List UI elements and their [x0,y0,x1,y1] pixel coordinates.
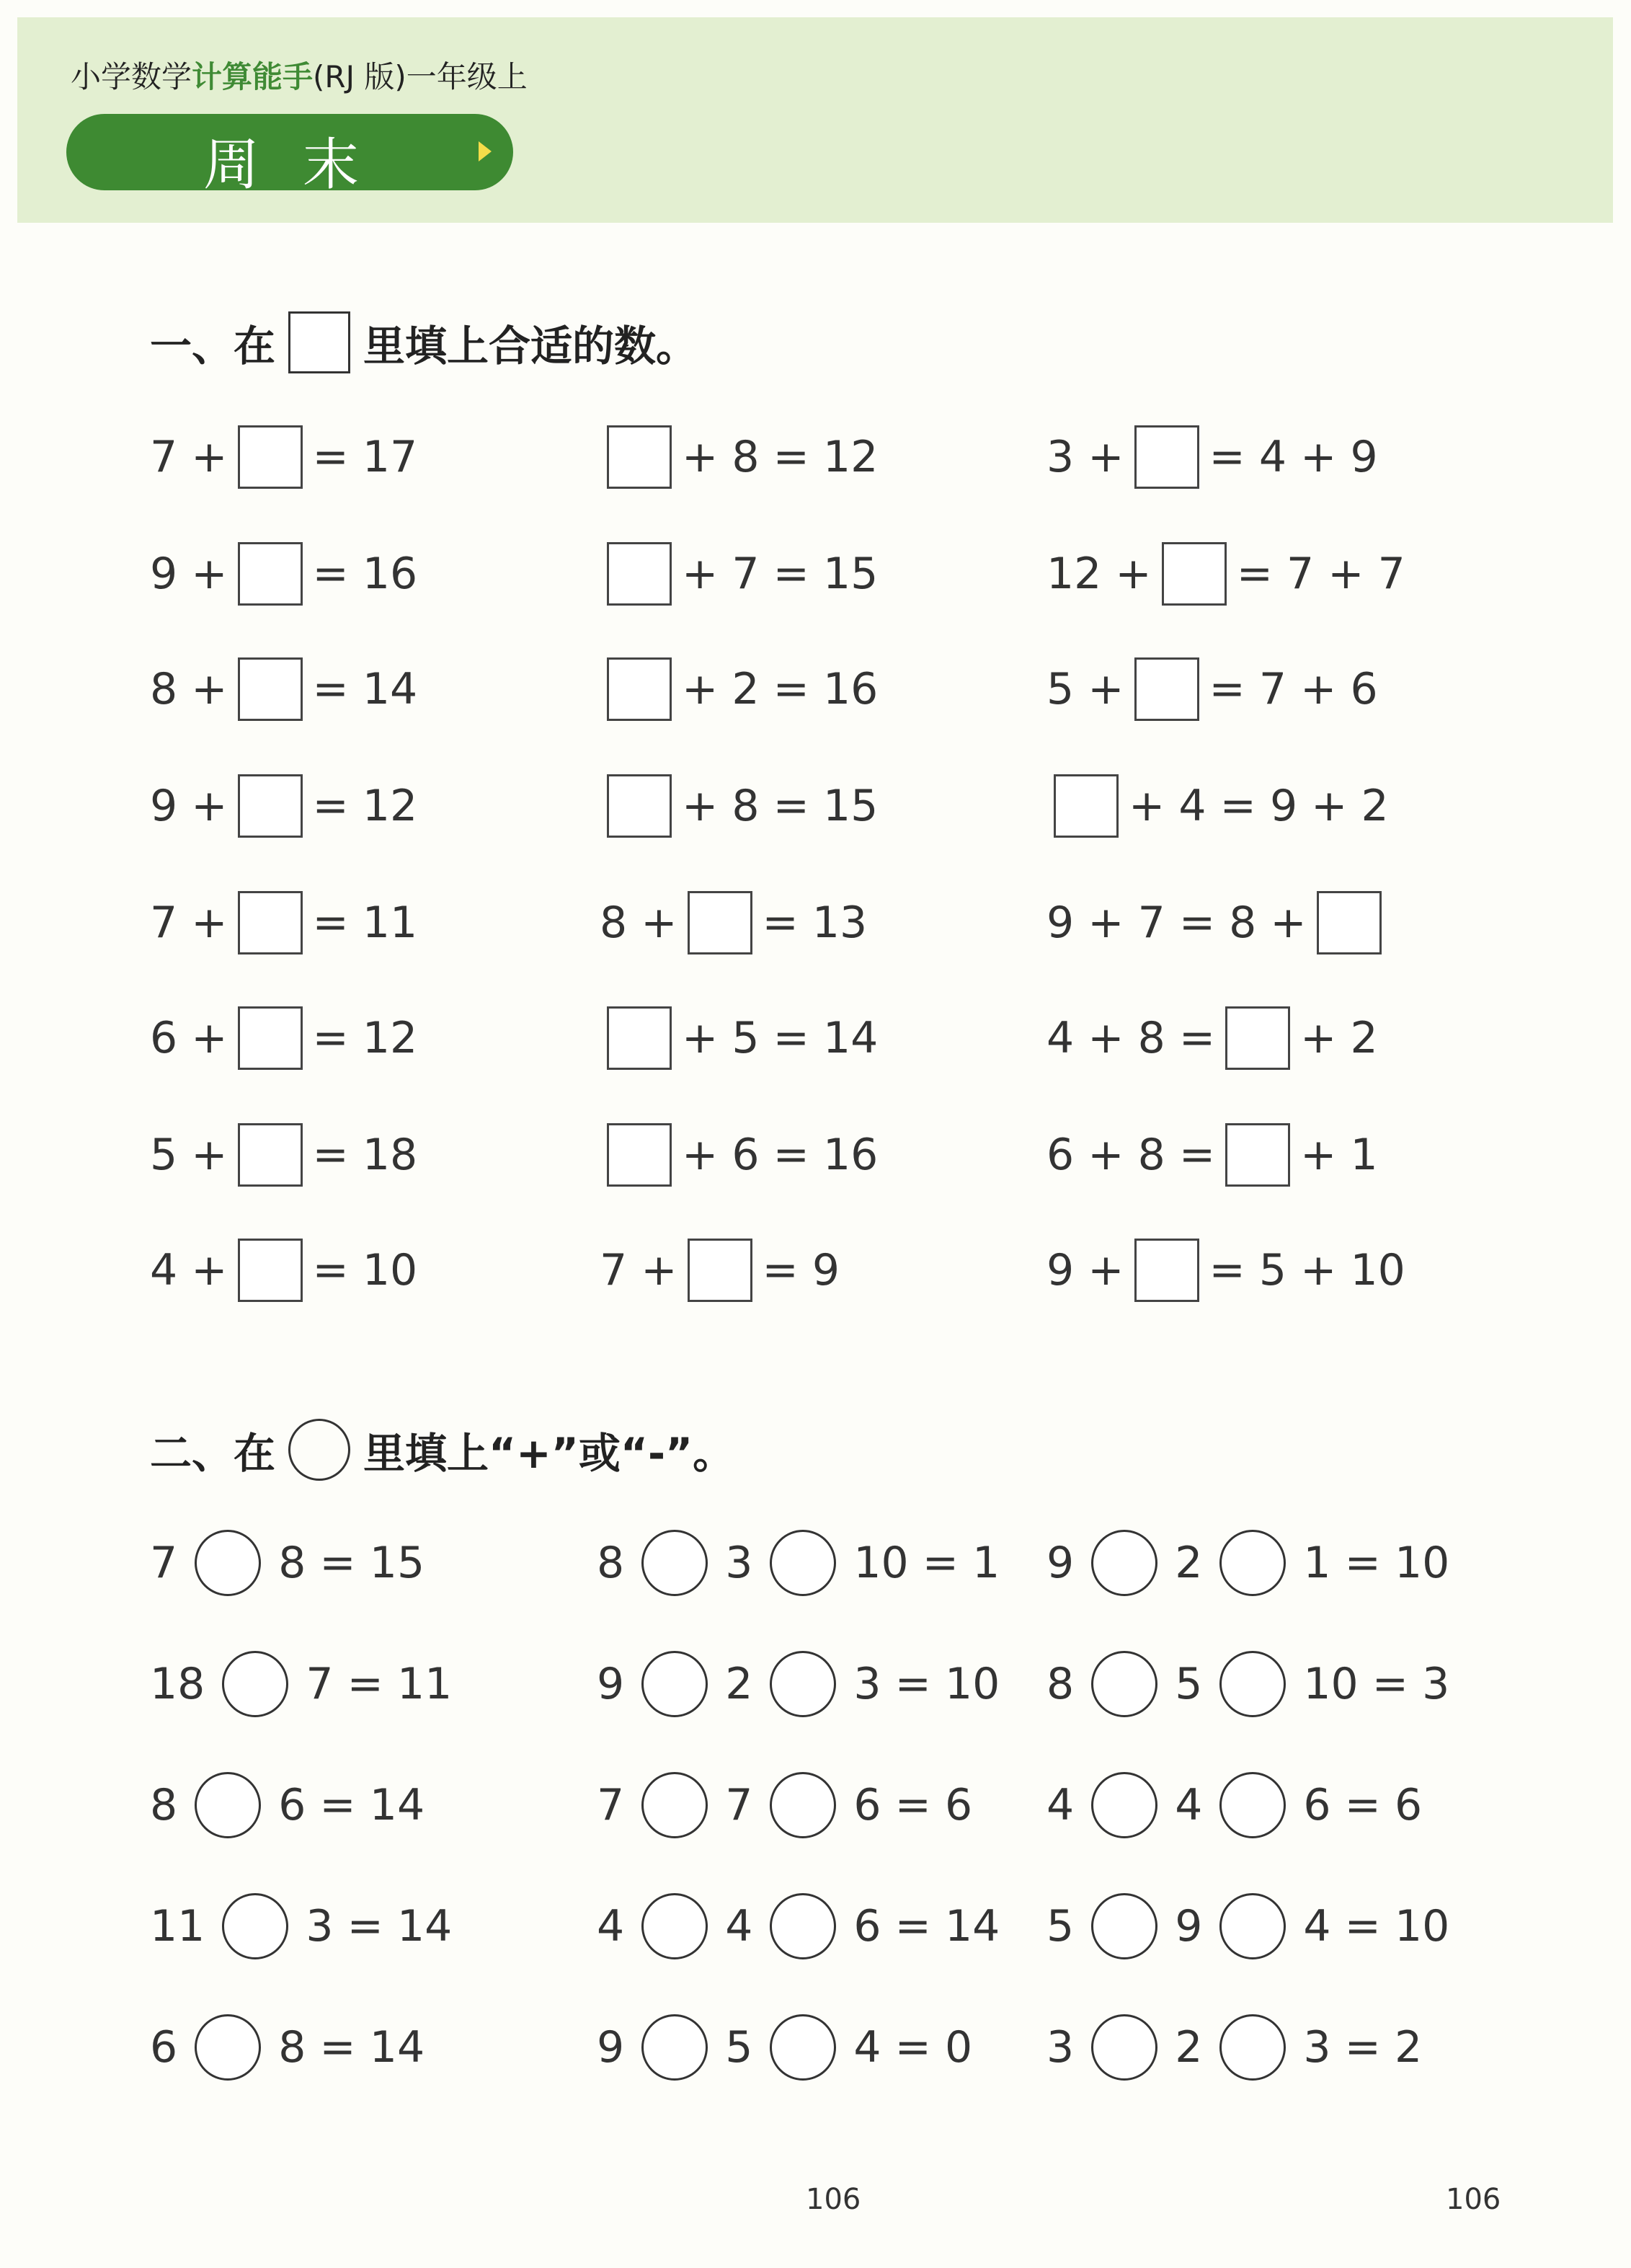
equation-text: 5 [725,2022,753,2073]
exercise-row [1045,1772,1423,1838]
exercise-row [148,425,419,489]
exercise-row [598,1239,841,1302]
exercise-row [1045,2014,1423,2081]
answer-box[interactable] [238,1239,303,1302]
equation-text: 2 [725,1659,753,1709]
answer-box[interactable] [238,657,303,721]
equation-text: = 11 [312,898,418,948]
equation-text: 9 + [150,549,228,599]
equation-text: 7 + [150,432,228,482]
operator-circle[interactable] [770,1772,836,1838]
answer-box[interactable] [607,425,672,489]
operator-circle[interactable] [222,1651,288,1717]
equation-text: + 5 = 14 [682,1013,879,1063]
exercise-row [1045,1239,1407,1302]
exercise-row [598,542,879,606]
answer-box[interactable] [1054,774,1119,838]
equation-text: 3 = 10 [853,1659,1000,1709]
operator-circle[interactable] [770,1893,836,1959]
equation-text: 5 [1046,1901,1075,1952]
equation-text: 4 + [150,1245,228,1295]
equation-text: = 13 [762,898,868,948]
equation-text: + 1 [1300,1130,1378,1180]
equation-text: 7 = 11 [306,1659,453,1709]
equation-text: 3 [725,1538,753,1588]
part2-instruction-before: 二、在 [150,1429,276,1478]
part1-instruction-before: 一、在 [150,322,276,371]
equation-text: 1 = 10 [1303,1538,1450,1588]
operator-circle[interactable] [641,1530,708,1596]
equation-text: = 5 + 10 [1209,1245,1405,1295]
answer-box[interactable] [238,425,303,489]
equation-text: 6 = 14 [278,1780,425,1830]
exercise-row [598,1123,879,1187]
equation-text: = 12 [312,781,418,831]
equation-text: 8 + [600,898,677,948]
operator-circle[interactable] [641,1893,708,1959]
exercise-row [148,1772,426,1838]
exercise-row [1045,891,1390,954]
operator-circle[interactable] [222,1893,288,1959]
exercise-row [598,891,868,954]
exercise-row [1045,1893,1451,1959]
operator-circle[interactable] [770,1651,836,1717]
equation-text: 6 + [150,1013,228,1063]
equation-text: 11 [150,1901,205,1952]
equation-text: 10 = 3 [1303,1659,1450,1709]
answer-circle-icon [288,1419,350,1481]
equation-text: 6 + 8 = [1046,1130,1216,1180]
exercise-row [148,1123,419,1187]
answer-box-icon [288,311,350,373]
equation-text: 6 = 6 [853,1780,973,1830]
equation-text: 2 [1175,1538,1203,1588]
equation-text: 6 = 6 [1303,1780,1423,1830]
answer-box[interactable] [607,657,672,721]
equation-text: = 7 + 7 [1236,549,1405,599]
operator-circle[interactable] [1219,1893,1286,1959]
equation-text: 7 [725,1780,753,1830]
page-number: 106 [1446,2183,1501,2216]
exercise-row [148,1006,419,1070]
operator-circle[interactable] [641,2014,708,2081]
operator-circle[interactable] [195,2014,261,2081]
equation-text: + 8 = 15 [682,781,879,831]
answer-box[interactable] [607,1123,672,1187]
equation-text: = 7 + 6 [1209,664,1378,714]
exercise-row [148,1239,419,1302]
answer-box[interactable] [1225,1123,1290,1187]
answer-box[interactable] [238,1006,303,1070]
exercise-row [1045,1530,1451,1596]
exercise-row [148,1893,453,1959]
operator-circle[interactable] [1091,1651,1157,1717]
equation-text: + 4 = 9 + 2 [1129,781,1389,831]
answer-box[interactable] [688,891,752,954]
equation-text: = 17 [312,432,418,482]
part1-instruction-after: 里填上合适的数。 [363,322,698,371]
equation-text: 9 [1175,1901,1203,1952]
exercise-row [1045,542,1407,606]
book-title [71,53,528,97]
equation-text: + 2 = 16 [682,664,879,714]
equation-text: 3 [1046,2022,1075,2073]
operator-circle[interactable] [1091,1530,1157,1596]
exercise-row [598,657,879,721]
equation-text: = 18 [312,1130,418,1180]
equation-text: 8 [150,1780,178,1830]
equation-text: 7 [597,1780,625,1830]
book-suffix: (RJ 版)一年级上 [313,59,528,94]
exercise-row [595,1772,974,1838]
exercise-row [148,774,419,838]
answer-box[interactable] [238,774,303,838]
exercise-row [1045,425,1379,489]
equation-text: 5 + [1046,664,1124,714]
equation-text: 4 = 10 [1303,1901,1450,1952]
equation-text: = 12 [312,1013,418,1063]
equation-text: 4 [725,1901,753,1952]
equation-text: 5 + [150,1130,228,1180]
part2-instruction-after: 里填上“+”或“-”。 [363,1429,735,1478]
operator-circle[interactable] [1091,1772,1157,1838]
answer-box[interactable] [1225,1006,1290,1070]
exercise-row [598,1006,879,1070]
operator-circle[interactable] [195,1530,261,1596]
exercise-row [148,657,419,721]
equation-text: + 7 = 15 [682,549,879,599]
equation-text: = 4 + 9 [1209,432,1378,482]
exercise-row [595,1530,1001,1596]
equation-text: + 2 [1300,1013,1378,1063]
equation-text: 7 [150,1538,178,1588]
equation-text: 9 [1046,1538,1075,1588]
page-number: 106 [806,2183,861,2216]
book-prefix: 小学数学 [71,59,192,94]
operator-circle[interactable] [1219,1651,1286,1717]
operator-circle[interactable] [770,2014,836,2081]
operator-circle[interactable] [1219,2014,1286,2081]
exercise-row [1045,774,1390,838]
equation-text: 7 + [150,898,228,948]
equation-text: 12 + [1046,549,1152,599]
exercise-row [148,542,419,606]
answer-box[interactable] [607,1006,672,1070]
equation-text: + 8 = 12 [682,432,879,482]
equation-text: = 16 [312,549,418,599]
equation-text: 8 [597,1538,625,1588]
answer-box[interactable] [1317,891,1382,954]
equation-text: 2 [1175,2022,1203,2073]
equation-text: 4 = 0 [853,2022,973,2073]
equation-text: 8 [1046,1659,1075,1709]
equation-text: = 14 [312,664,418,714]
exercise-row [148,1651,453,1717]
equation-text: 10 = 1 [853,1538,1000,1588]
answer-box[interactable] [688,1239,752,1302]
equation-text: 4 [1175,1780,1203,1830]
equation-text: 9 + [1046,1245,1124,1295]
answer-box[interactable] [238,1123,303,1187]
answer-box[interactable] [238,542,303,606]
equation-text: 9 + 7 = 8 + [1046,898,1307,948]
equation-text: 4 + 8 = [1046,1013,1216,1063]
equation-text: 4 [597,1901,625,1952]
exercise-row [1045,657,1379,721]
operator-circle[interactable] [1219,1772,1286,1838]
equation-text: 9 [597,2022,625,2073]
equation-text: 3 = 14 [306,1901,453,1952]
equation-text: 3 + [1046,432,1124,482]
section-banner [66,114,513,198]
answer-box[interactable] [607,542,672,606]
operator-circle[interactable] [1219,1530,1286,1596]
equation-text: 8 = 14 [278,2022,425,2073]
operator-circle[interactable] [1091,2014,1157,2081]
exercise-row [148,891,419,954]
equation-text: = 10 [312,1245,418,1295]
equation-text: + 6 = 16 [682,1130,879,1180]
exercise-row [598,425,879,489]
equation-text: 3 = 2 [1303,2022,1423,2073]
play-arrow-icon [479,141,492,161]
operator-circle[interactable] [641,1651,708,1717]
operator-circle[interactable] [641,1772,708,1838]
equation-text: 8 + [150,664,228,714]
answer-box[interactable] [1134,657,1199,721]
exercise-row [595,1893,1001,1959]
part2-instruction [150,1419,734,1481]
operator-circle[interactable] [770,1530,836,1596]
equation-text: 18 [150,1659,205,1709]
part1-instruction [150,311,698,373]
answer-box[interactable] [1162,542,1227,606]
exercise-row [595,1651,1001,1717]
exercise-row [598,774,879,838]
exercise-row [148,2014,426,2081]
operator-circle[interactable] [195,1772,261,1838]
equation-text: 4 [1046,1780,1075,1830]
equation-text: 5 [1175,1659,1203,1709]
answer-box[interactable] [607,774,672,838]
equation-text: 9 + [150,781,228,831]
equation-text: 7 + [600,1245,677,1295]
equation-text: = 9 [762,1245,840,1295]
operator-circle[interactable] [1091,1893,1157,1959]
section-title: 周末 [203,133,403,198]
exercise-row [1045,1651,1451,1717]
equation-text: 8 = 15 [278,1538,425,1588]
exercise-row [595,2014,974,2081]
equation-text: 6 = 14 [853,1901,1000,1952]
exercise-row [1045,1123,1379,1187]
equation-text: 6 [150,2022,178,2073]
equation-text: 9 [597,1659,625,1709]
answer-box[interactable] [238,891,303,954]
exercise-row [1045,1006,1379,1070]
answer-box[interactable] [1134,1239,1199,1302]
book-series: 计算能手 [192,59,314,94]
exercise-row [148,1530,426,1596]
answer-box[interactable] [1134,425,1199,489]
